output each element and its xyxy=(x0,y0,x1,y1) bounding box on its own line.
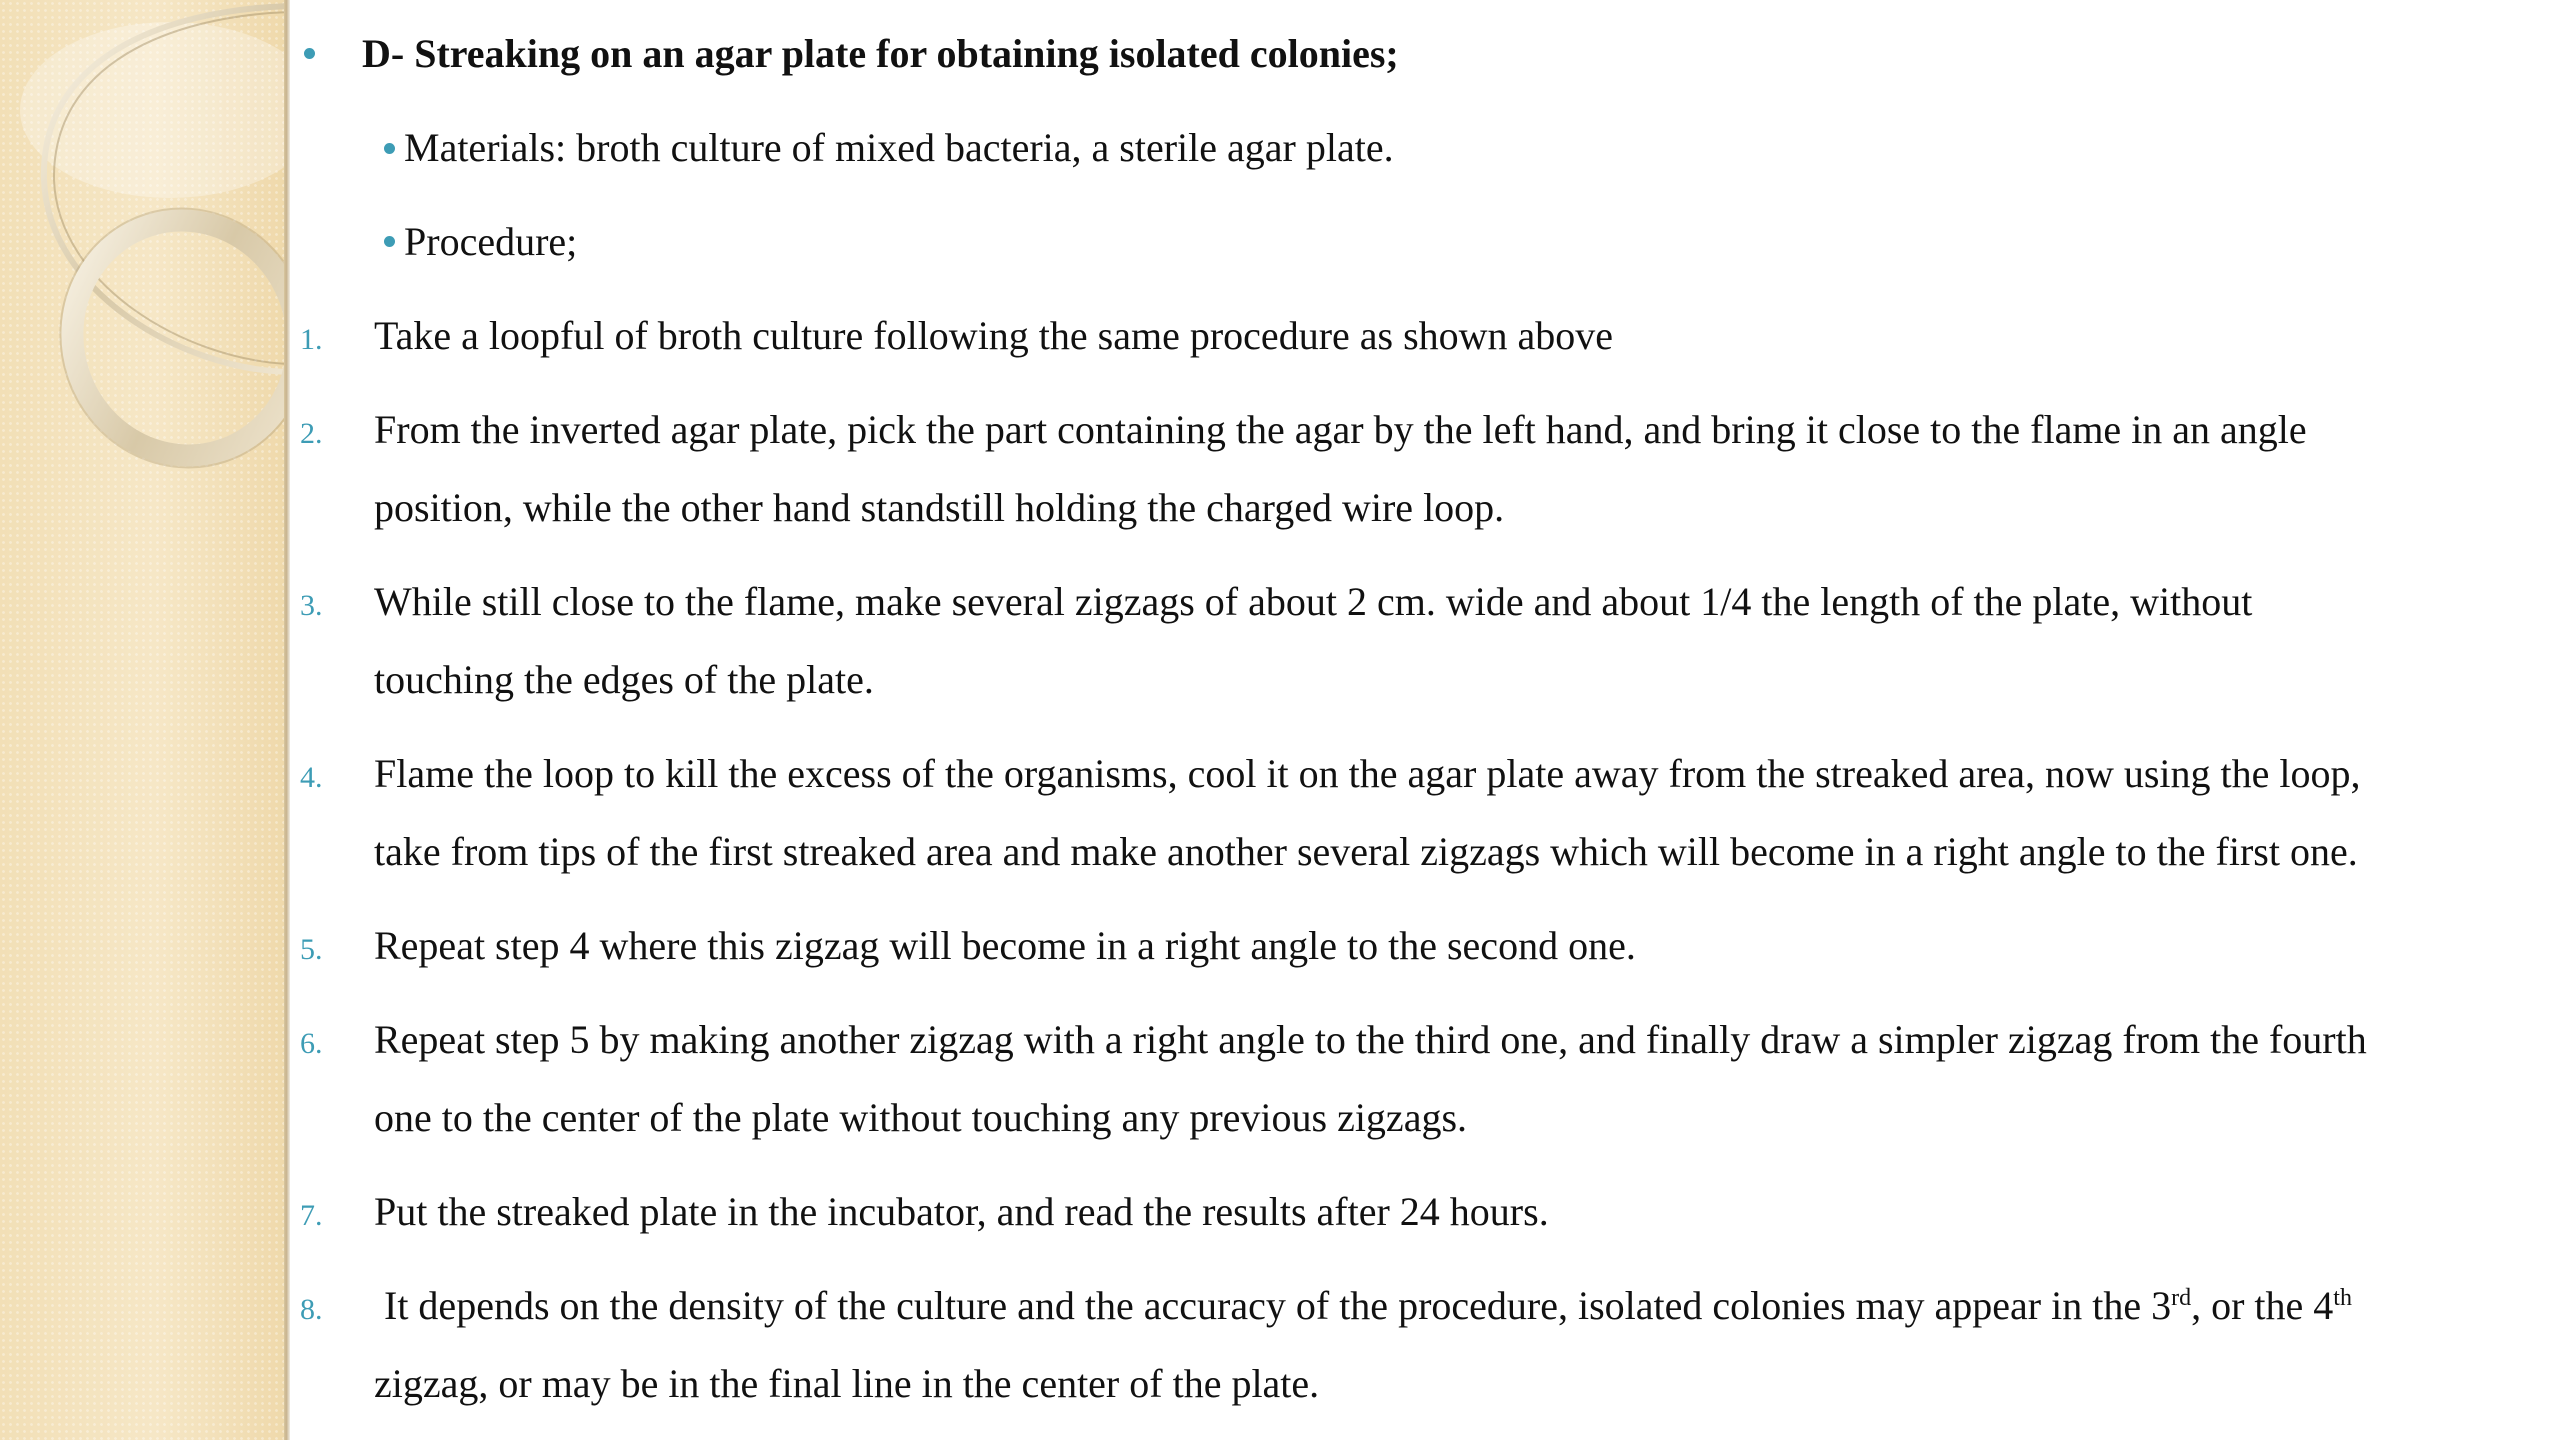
step-text: Flame the loop to kill the excess of the organisms, cool it on the agar plate away from the streaked area, now using the loop, xyxy=(374,751,2361,796)
step-text: touching the edges of the plate. xyxy=(374,657,874,702)
step-number: 2. xyxy=(300,417,323,450)
step-text: take from tips of the first streaked area and make another several zigzags which will become in a right angle to the first one. xyxy=(374,829,2358,874)
step-text xyxy=(374,1282,2352,1330)
step-number: 6. xyxy=(300,1027,323,1060)
step-text-part: It depends on the density of the culture and the accuracy of the procedure, isolated colonies may appear in the 3 xyxy=(374,1283,2172,1328)
bullet-icon xyxy=(384,236,395,247)
step-number: 5. xyxy=(300,933,323,966)
step-number: 8. xyxy=(300,1293,323,1326)
step-text-part: , or the 4 xyxy=(2191,1283,2334,1328)
step-number: 7. xyxy=(300,1199,323,1232)
decorative-sidebar xyxy=(0,0,284,1440)
step-number: 3. xyxy=(300,589,323,622)
procedure-label: Procedure; xyxy=(404,219,578,264)
ordinal-suffix: rd xyxy=(2171,1285,2192,1311)
materials-line: Materials: broth culture of mixed bacteria, a sterile agar plate. xyxy=(404,125,1394,170)
bullet-icon xyxy=(304,48,315,59)
step-text: While still close to the flame, make several zigzags of about 2 cm. wide and about 1/4 the length of the plate, without xyxy=(374,579,2253,624)
step-text: Take a loopful of broth culture following the same procedure as shown above xyxy=(374,313,1614,358)
step-text: Repeat step 5 by making another zigzag with a right angle to the third one, and finally draw a simpler zigzag from the fourth xyxy=(374,1017,2367,1062)
step-number: 4. xyxy=(300,761,323,794)
step-text: zigzag, or may be in the final line in the center of the plate. xyxy=(374,1361,1320,1406)
step-text: one to the center of the plate without touching any previous zigzags. xyxy=(374,1095,1468,1140)
step-text: Repeat step 4 where this zigzag will become in a right angle to the second one. xyxy=(374,923,1636,968)
slide-heading: D- Streaking on an agar plate for obtaining isolated colonies; xyxy=(362,31,1399,76)
bullet-icon xyxy=(384,143,395,154)
step-text: From the inverted agar plate, pick the part containing the agar by the left hand, and bring it close to the flame in an angle xyxy=(374,407,2307,452)
slide-content xyxy=(290,0,2560,1440)
ordinal-suffix: th xyxy=(2333,1285,2352,1311)
step-text: position, while the other hand standstill holding the charged wire loop. xyxy=(374,485,1505,530)
decorative-rings xyxy=(0,0,284,520)
step-text: Put the streaked plate in the incubator, and read the results after 24 hours. xyxy=(374,1189,1549,1234)
step-number: 1. xyxy=(300,323,323,356)
